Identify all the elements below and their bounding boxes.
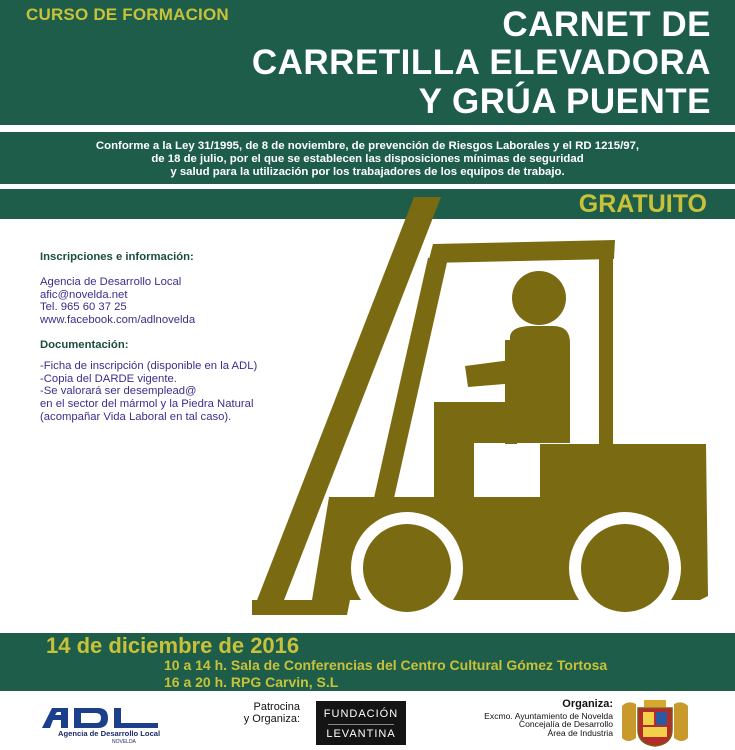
sponsor-label xyxy=(225,701,300,725)
price-label: GRATUITO xyxy=(578,190,707,218)
organizer-line-2: Concejalía de Desarrollo xyxy=(518,719,613,729)
coat-of-arms xyxy=(618,698,692,748)
law-line-1: Conforme a la Ley 31/1995, de 8 de noviembre, de prevención de Riesgos Laborales y el RD 1215/97, xyxy=(95,140,640,152)
inscriptions-heading: Inscripciones e información: xyxy=(40,251,194,263)
documentation-heading: Documentación: xyxy=(40,338,129,351)
organizer-line-1: Excmo. Ayuntamiento de Novelda xyxy=(484,710,613,721)
title-line-3: Y GRÚA PUENTE xyxy=(418,82,711,121)
schedule-line-1: 10 a 14 h. Sala de Conferencias del Centro Cultural Gómez Tortosa xyxy=(164,657,608,673)
agency-name: Agencia de Desarrollo Local xyxy=(40,275,182,288)
organizer-label: Organiza: xyxy=(562,698,613,710)
title-line-1: CARNET DE xyxy=(502,5,711,44)
event-date: 14 de diciembre de 2016 xyxy=(46,633,300,658)
sponsor-label-line-1: Patrocina xyxy=(253,701,300,713)
law-line-2: de 18 de julio, por el que se establecen las disposiciones mínimas de seguridad xyxy=(151,153,584,165)
fundacion-line-2: LEVANTINA xyxy=(326,728,396,740)
course-label: CURSO DE FORMACION xyxy=(26,5,229,24)
contact-web[interactable]: www.facebook.com/adlnovelda xyxy=(40,314,196,327)
doc-item-3: -Se valorará ser desemplead@ xyxy=(40,385,197,398)
contact-email[interactable]: afic@novelda.net xyxy=(40,288,128,301)
fundacion-line-1: FUNDACIÓN xyxy=(323,708,399,720)
law-line-3: y salud para la utilización por los trabajadores de los equipos de trabajo. xyxy=(170,166,565,178)
schedule-line-2: 16 a 20 h. RPG Carvin, S.L xyxy=(164,674,339,690)
doc-item-1: -Ficha de inscripción (disponible en la ADL) xyxy=(40,359,258,372)
adl-town: NOVELDA xyxy=(112,739,136,745)
doc-item-5: (acompañar Vida Laboral en tal caso). xyxy=(40,410,232,423)
title-line-2: CARRETILLA ELEVADORA xyxy=(251,43,711,82)
adl-logo xyxy=(38,702,163,746)
contact-phone: Tel. 965 60 37 25 xyxy=(40,301,127,314)
fundacion-levantina-logo xyxy=(316,701,406,745)
adl-full-name: Agencia de Desarrollo Local xyxy=(58,729,161,738)
organizer-block xyxy=(448,700,613,737)
sponsor-label-line-2: y Organiza: xyxy=(243,713,300,725)
organizer-line-3: Área de Industria xyxy=(547,727,613,738)
doc-item-2: -Copia del DARDE vigente. xyxy=(40,372,177,385)
info-column xyxy=(40,251,330,424)
doc-item-4: en el sector del mármol y la Piedra Natural xyxy=(40,398,254,411)
law-text xyxy=(20,140,715,179)
